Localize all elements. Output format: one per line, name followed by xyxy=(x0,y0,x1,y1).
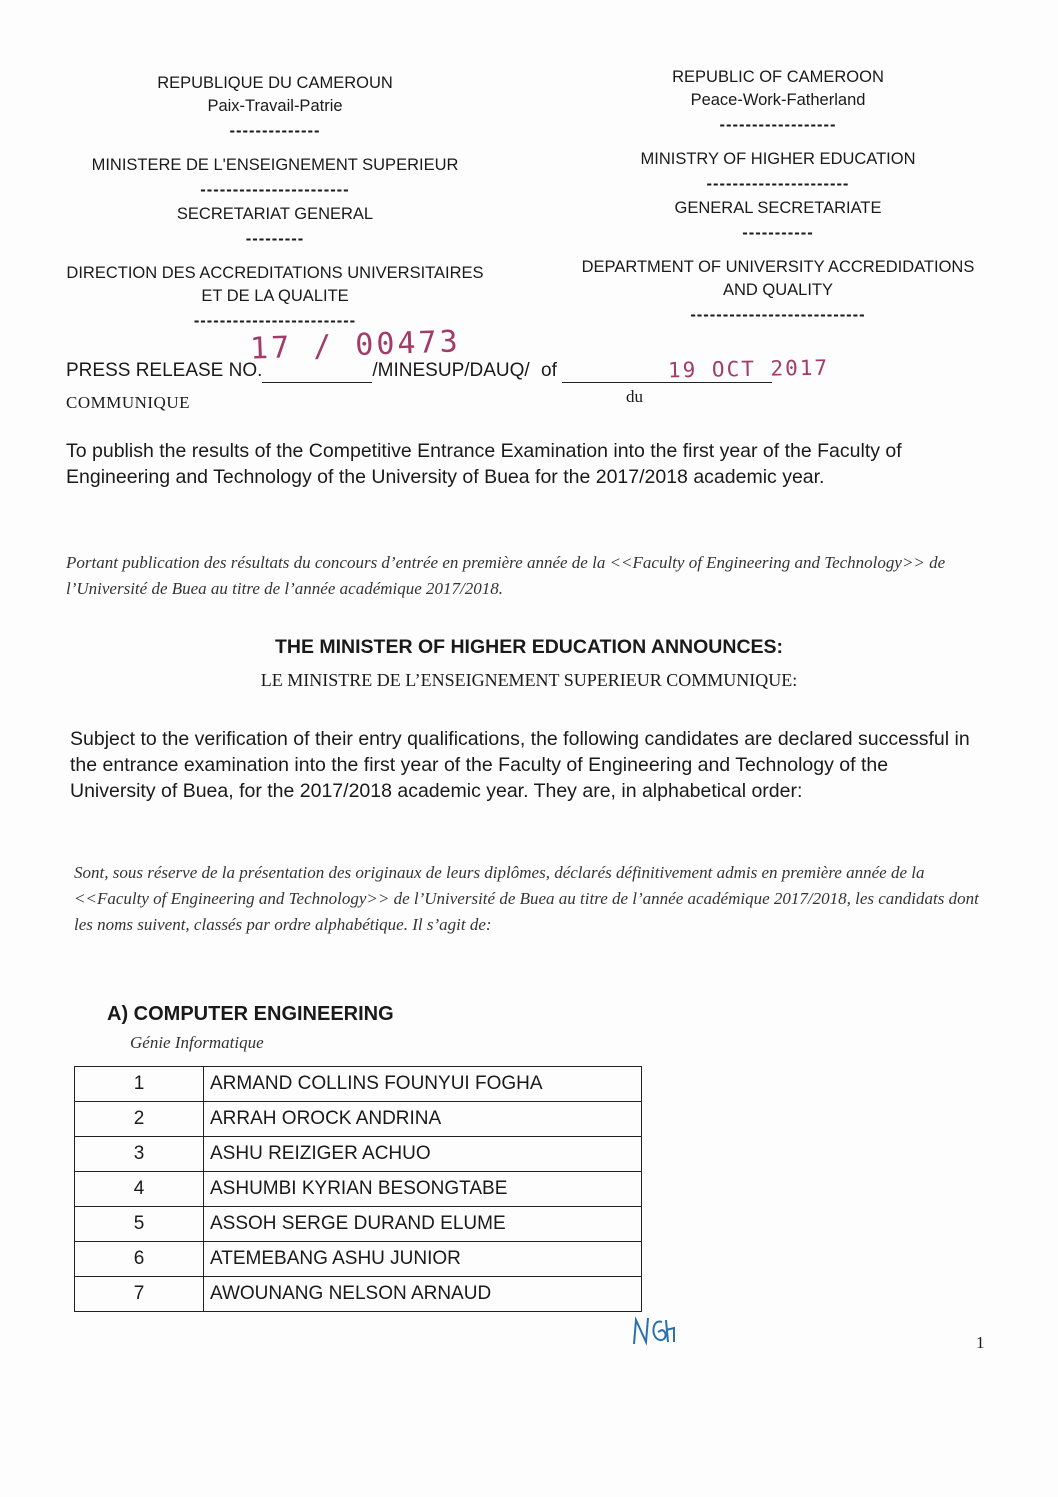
body-english: Subject to the verification of their entry qualifications, the following candidates are declared successful in the entrance examination into the first year of the Faculty of Engineering and Technology of the University of Buea, for the 2017/2018 academic year. They are, in alphabetical order: xyxy=(70,728,970,802)
separator: ------------------ xyxy=(719,116,837,134)
reference-suffix: /MINESUP/DAUQ/ xyxy=(372,360,530,381)
reference-du: du xyxy=(626,387,643,406)
candidate-name: ASHU REIZIGER ACHUO xyxy=(204,1137,642,1172)
purpose-english: To publish the results of the Competitive Entrance Examination into the first year of the Faculty of Engineering and Technology of the University of Buea for the 2017/2018 academic year. xyxy=(66,440,902,488)
reference-of: of xyxy=(541,360,557,381)
table-row xyxy=(75,1242,642,1277)
candidate-name: AWOUNANG NELSON ARNAUD xyxy=(204,1277,642,1312)
table-row xyxy=(75,1277,642,1312)
secretariat-en: GENERAL SECRETARIATE xyxy=(674,199,882,217)
page-number: 1 xyxy=(976,1333,985,1352)
country-fr: REPUBLIQUE DU CAMEROUN xyxy=(157,74,393,92)
separator: ----------------------- xyxy=(200,181,350,199)
row-number: 5 xyxy=(75,1207,204,1242)
direction-fr-line2: ET DE LA QUALITE xyxy=(201,287,349,305)
candidate-name: ASSOH SERGE DURAND ELUME xyxy=(204,1207,642,1242)
table-row xyxy=(75,1172,642,1207)
press-release-label: PRESS RELEASE NO. xyxy=(66,360,263,381)
row-number: 2 xyxy=(75,1102,204,1137)
secretariat-fr: SECRETARIAT GENERAL xyxy=(176,205,374,223)
section-title: A) COMPUTER ENGINEERING xyxy=(107,1003,394,1025)
department-en-line2: AND QUALITY xyxy=(722,281,834,299)
separator: -------------- xyxy=(229,122,321,140)
candidate-name: ARRAH OROCK ANDRINA xyxy=(204,1102,642,1137)
separator: ----------- xyxy=(742,224,814,242)
candidates-table xyxy=(74,1066,642,1312)
row-number: 6 xyxy=(75,1242,204,1277)
announce-english: THE MINISTER OF HIGHER EDUCATION ANNOUNCES: xyxy=(274,636,784,658)
announce-french: LE MINISTRE DE L’ENSEIGNEMENT SUPERIEUR COMMUNIQUE: xyxy=(260,670,798,690)
direction-fr-line1: DIRECTION DES ACCREDITATIONS UNIVERSITAIRES xyxy=(66,264,484,282)
handwritten-initials-icon xyxy=(632,1312,676,1348)
stamp-date: 19 OCT 2017 xyxy=(667,355,830,383)
table-row xyxy=(75,1137,642,1172)
stamp-number: 17 / 00473 xyxy=(249,324,462,367)
candidate-name: ATEMEBANG ASHU JUNIOR xyxy=(204,1242,642,1277)
row-number: 3 xyxy=(75,1137,204,1172)
header-french xyxy=(40,72,510,334)
separator: ---------------------- xyxy=(706,175,850,193)
ministry-fr: MINISTERE DE L'ENSEIGNEMENT SUPERIEUR xyxy=(91,156,459,174)
row-number: 4 xyxy=(75,1172,204,1207)
country-en: REPUBLIC OF CAMEROON xyxy=(672,68,884,86)
ministry-en: MINISTRY OF HIGHER EDUCATION xyxy=(640,150,916,168)
table-row xyxy=(75,1102,642,1137)
candidate-name: ARMAND COLLINS FOUNYUI FOGHA xyxy=(204,1067,642,1102)
row-number: 7 xyxy=(75,1277,204,1312)
motto-fr: Paix-Travail-Patrie xyxy=(207,97,343,115)
purpose-french: Portant publication des résultats du concours d’entrée en première année de la <<Faculty of Engineering and Technology>> de l’Université de Buea au titre de l’année académique 2017/2018. xyxy=(66,553,946,598)
department-en-line1: DEPARTMENT OF UNIVERSITY ACCREDIDATIONS xyxy=(581,258,975,276)
candidate-name: ASHUMBI KYRIAN BESONGTABE xyxy=(204,1172,642,1207)
separator: ------------------------- xyxy=(193,312,357,330)
table-row xyxy=(75,1067,642,1102)
section-subtitle: Génie Informatique xyxy=(130,1033,264,1052)
row-number: 1 xyxy=(75,1067,204,1102)
separator: --------- xyxy=(245,230,305,248)
motto-en: Peace-Work-Fatherland xyxy=(690,91,866,109)
reference-line xyxy=(66,360,772,383)
header-english xyxy=(548,66,1008,328)
separator: --------------------------- xyxy=(690,306,866,324)
body-french: Sont, sous réserve de la présentation des originaux de leurs diplômes, déclarés définitivement admis en première année de la <<Faculty of Engineering and Technology>> de l’Université de Buea au titre de l’année académique 2017/2018, les candidats dont les noms suivent, classés par ordre alphabétique. Il s’agit de: xyxy=(74,863,979,934)
table-row xyxy=(75,1207,642,1242)
communique-label: COMMUNIQUE xyxy=(66,393,190,412)
